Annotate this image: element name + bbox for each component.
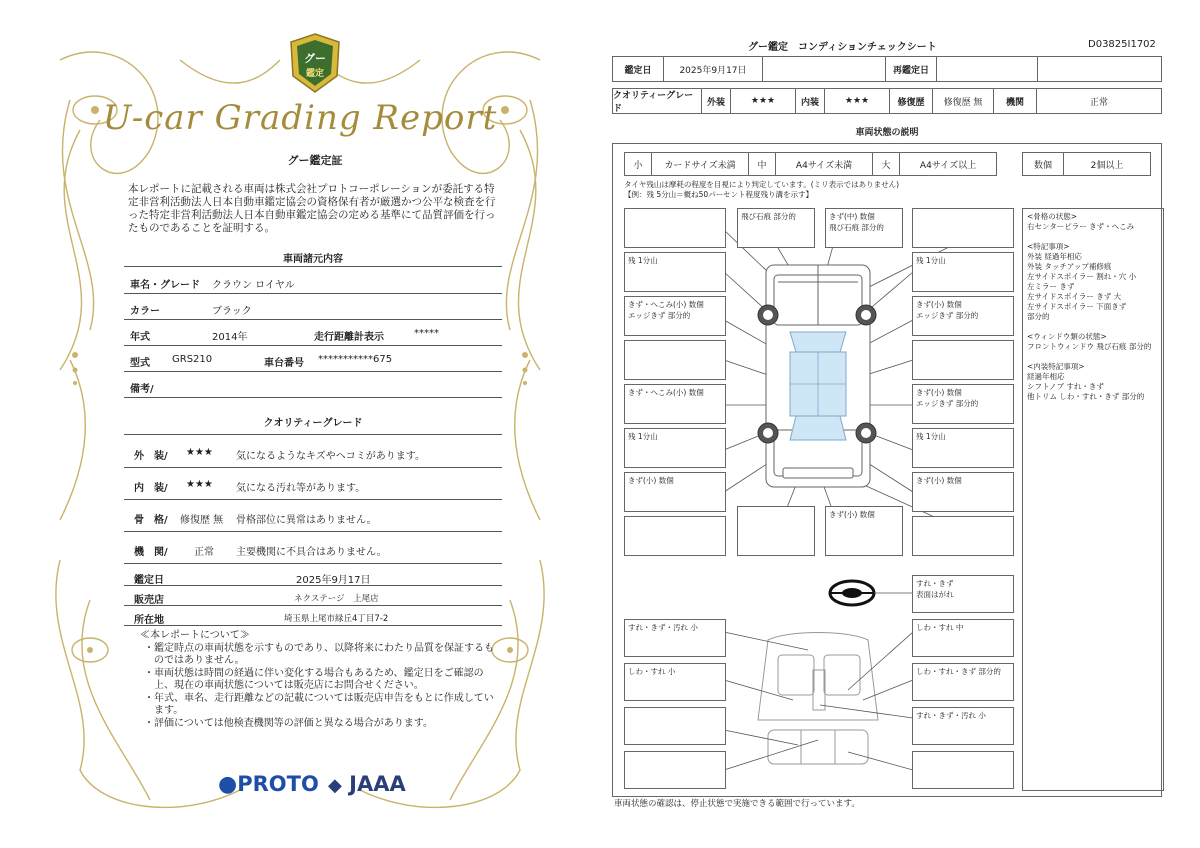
interior-box-r2: しわ・すれ・きず 部分的 bbox=[912, 663, 1014, 701]
certificate-subtitle: グー鑑定証 bbox=[287, 154, 343, 167]
size-medium-desc: A4サイズ未満 bbox=[775, 152, 873, 176]
exterior-label: 外装 bbox=[701, 88, 731, 114]
damage-box-bot2 bbox=[737, 506, 815, 556]
tire-box-rear-right: 残 1分山 bbox=[912, 428, 1014, 468]
jaaa-logo: ◆ JAAA bbox=[328, 772, 406, 796]
remarks-line: フロントウィンドウ 飛び石痕 部分的 bbox=[1027, 342, 1152, 351]
interior-box-r4 bbox=[912, 751, 1014, 789]
size-large-desc: A4サイズ以上 bbox=[899, 152, 997, 176]
interior-box-r1: しわ・すれ 中 bbox=[912, 619, 1014, 657]
spec-heading: 車両諸元内容 bbox=[283, 254, 343, 265]
remarks-line bbox=[1027, 322, 1159, 332]
certificate-title: U-car Grading Report bbox=[102, 98, 498, 138]
remarks-line bbox=[1027, 232, 1159, 242]
damage-box-bot4 bbox=[912, 516, 1014, 556]
damage-box-bot1 bbox=[624, 516, 726, 556]
spec-row-remarks: 備考/ bbox=[124, 374, 502, 398]
remarks-line: 右センターピラー きず・へこみ bbox=[1027, 222, 1135, 231]
remarks-line: <ウィンドウ類の状態> bbox=[1027, 332, 1107, 341]
remarks-line: <内装特記事項> bbox=[1027, 362, 1085, 371]
steering-box: すれ・きず 表面はがれ bbox=[912, 575, 1014, 613]
damage-box-top1 bbox=[624, 208, 726, 248]
damage-box-left-mid bbox=[624, 340, 726, 380]
interior-grade: ★★★ bbox=[824, 88, 890, 114]
interior-box-l2: しわ・すれ 小 bbox=[624, 663, 726, 701]
engine-value: 正常 bbox=[1036, 88, 1162, 114]
damage-box-left1: きず・へこみ(小) 数個 エッジきず 部分的 bbox=[624, 296, 726, 336]
spec-row-model: 型式 GRS210 車台番号 ***********675 bbox=[124, 348, 502, 372]
engine-label: 機関 bbox=[993, 88, 1037, 114]
redate-label: 再鑑定日 bbox=[885, 56, 937, 82]
size-small-desc: カードサイズ未満 bbox=[651, 152, 749, 176]
divider bbox=[124, 434, 502, 435]
info-row-shop: 販売店 ネクステージ 上尾店 bbox=[124, 586, 502, 606]
quality-heading: クオリティーグレード bbox=[263, 418, 363, 429]
remarks-line: 左サイドスポイラー 割れ・穴 小 bbox=[1027, 272, 1137, 281]
remarks-line: 左ミラー きず bbox=[1027, 282, 1075, 291]
info-row-address: 所在地 埼玉県上尾市緑丘4丁目7-2 bbox=[124, 606, 502, 626]
tire-note: タイヤ残山は摩耗の程度を目視により判定しています。(ミリ表示ではありません) 【例：残 5分山＝概ね50パーセント程度残り溝を示す】 bbox=[624, 180, 900, 199]
condition-check-sheet bbox=[608, 0, 1200, 848]
goo-kantei-logo bbox=[289, 32, 341, 94]
quality-row-engine: 機 関/ 正常 主要機関に不具合はありません。 bbox=[124, 534, 502, 564]
report-notes: ≪本レポートについて≫ ・鑑定時点の車両状態を示すものであり、以降将来にわたり品質を保証するものではありません。 ・車両状態は時間の経過に伴い変化する場合もあるため、鑑定日をご確認の上、現在の車両状態については販売店にお問合せください。 ・年式、車名、走行距離などの記載については販売店申告をもとに作成しています。 ・評価については他検査機関等の評価と異なる場合があります。 bbox=[140, 630, 494, 729]
document-number: D03825I1702 bbox=[1088, 39, 1156, 50]
damage-box-right3: きず(小) 数個 bbox=[912, 472, 1014, 512]
tire-box-front-left: 残 1分山 bbox=[624, 252, 726, 292]
remarks-line bbox=[1027, 352, 1159, 362]
count-label: 数個 bbox=[1022, 152, 1064, 176]
size-small: 小 bbox=[624, 152, 652, 176]
divider bbox=[124, 266, 502, 267]
remarks-line: 左サイドスポイラー きず 大 bbox=[1027, 292, 1122, 301]
quality-row-frame: 骨 格/ 修復歴 無 骨格部位に異常はありません。 bbox=[124, 502, 502, 532]
quality-row-interior: 内 装/ ★★★ 気になる汚れ等があります。 bbox=[124, 470, 502, 500]
interior-box-l4 bbox=[624, 751, 726, 789]
exterior-grade: ★★★ bbox=[730, 88, 796, 114]
info-row-date: 鑑定日 2025年9月17日 bbox=[124, 566, 502, 586]
remarks-panel bbox=[1022, 208, 1164, 791]
remarks-line: 外装 タッチアップ補修痕 bbox=[1027, 262, 1112, 271]
damage-box-right-mid bbox=[912, 340, 1014, 380]
svg-text:グー: グー bbox=[304, 52, 326, 65]
quality-row-exterior: 外 装/ ★★★ 気になるようなキズやヘコミがあります。 bbox=[124, 438, 502, 468]
interior-label: 内装 bbox=[795, 88, 825, 114]
spec-row-name: 車名・グレード クラウン ロイヤル bbox=[124, 270, 502, 294]
damage-box-right1: きず(小) 数個 エッジきず 部分的 bbox=[912, 296, 1014, 336]
count-desc: 2個以上 bbox=[1063, 152, 1151, 176]
remarks-line: 経過年相応 bbox=[1027, 372, 1065, 381]
repair-label: 修復歴 bbox=[889, 88, 933, 114]
repair-value: 修復歴 無 bbox=[932, 88, 994, 114]
proto-logo: ●PROTO bbox=[218, 772, 319, 797]
damage-box-top2: 飛び石痕 部分的 bbox=[737, 208, 815, 248]
state-heading: 車両状態の説明 bbox=[612, 120, 1162, 144]
date-value: 2025年9月17日 bbox=[663, 56, 763, 82]
size-large: 大 bbox=[872, 152, 900, 176]
spec-row-year: 年式 2014年 走行距離計表示 ***** bbox=[124, 322, 502, 346]
steering-wheel-icon bbox=[830, 581, 874, 605]
size-medium: 中 bbox=[748, 152, 776, 176]
interior-box-l3 bbox=[624, 707, 726, 745]
sheet-footer: 車両状態の確認は、停止状態で実施できる範囲で行っています。 bbox=[614, 799, 860, 809]
svg-text:鑑定: 鑑定 bbox=[305, 69, 325, 79]
interior-box-r3: すれ・きず・汚れ 小 bbox=[912, 707, 1014, 745]
remarks-line: <特記事項> bbox=[1027, 242, 1070, 251]
remarks-line: シフトノブ すれ・きず bbox=[1027, 382, 1104, 391]
spec-row-color: カラー ブラック bbox=[124, 296, 502, 320]
damage-box-bot3: きず(小) 数個 bbox=[825, 506, 903, 556]
date-label: 鑑定日 bbox=[612, 56, 664, 82]
damage-box-left3: きず(小) 数個 bbox=[624, 472, 726, 512]
remarks-line: <骨格の状態> bbox=[1027, 212, 1078, 221]
damage-box-left2: きず・へこみ(小) 数個 bbox=[624, 384, 726, 424]
interior-box-l1: すれ・きず・汚れ 小 bbox=[624, 619, 726, 657]
remarks-line: 外装 経過年相応 bbox=[1027, 252, 1082, 261]
damage-box-top3: きず(中) 数個 飛び石痕 部分的 bbox=[825, 208, 903, 248]
certificate-intro: 本レポートに記載される車両は株式会社プロトコーポレーションが委託する特定非営利活動法人日本自動車鑑定協会の資格保有者が厳選かつ公平な検査を行った特定非営利活動法人日本自動車鑑定協会の定める基準にて品質評価を行ったものであることを証明する。 bbox=[128, 183, 496, 234]
remarks-line: 左サイドスポイラー 下面きず bbox=[1027, 302, 1127, 311]
tire-box-rear-left: 残 1分山 bbox=[624, 428, 726, 468]
remarks-line: 他トリム しわ・すれ・きず 部分的 bbox=[1027, 392, 1145, 401]
sheet-title: グー鑑定 コンディションチェックシート bbox=[748, 42, 937, 53]
tire-box-front-right: 残 1分山 bbox=[912, 252, 1014, 292]
damage-box-top4 bbox=[912, 208, 1014, 248]
remarks-line: 部分的 bbox=[1027, 312, 1050, 321]
damage-box-right2: きず(小) 数個 エッジきず 部分的 bbox=[912, 384, 1014, 424]
grade-label: クオリティーグレード bbox=[612, 88, 702, 114]
